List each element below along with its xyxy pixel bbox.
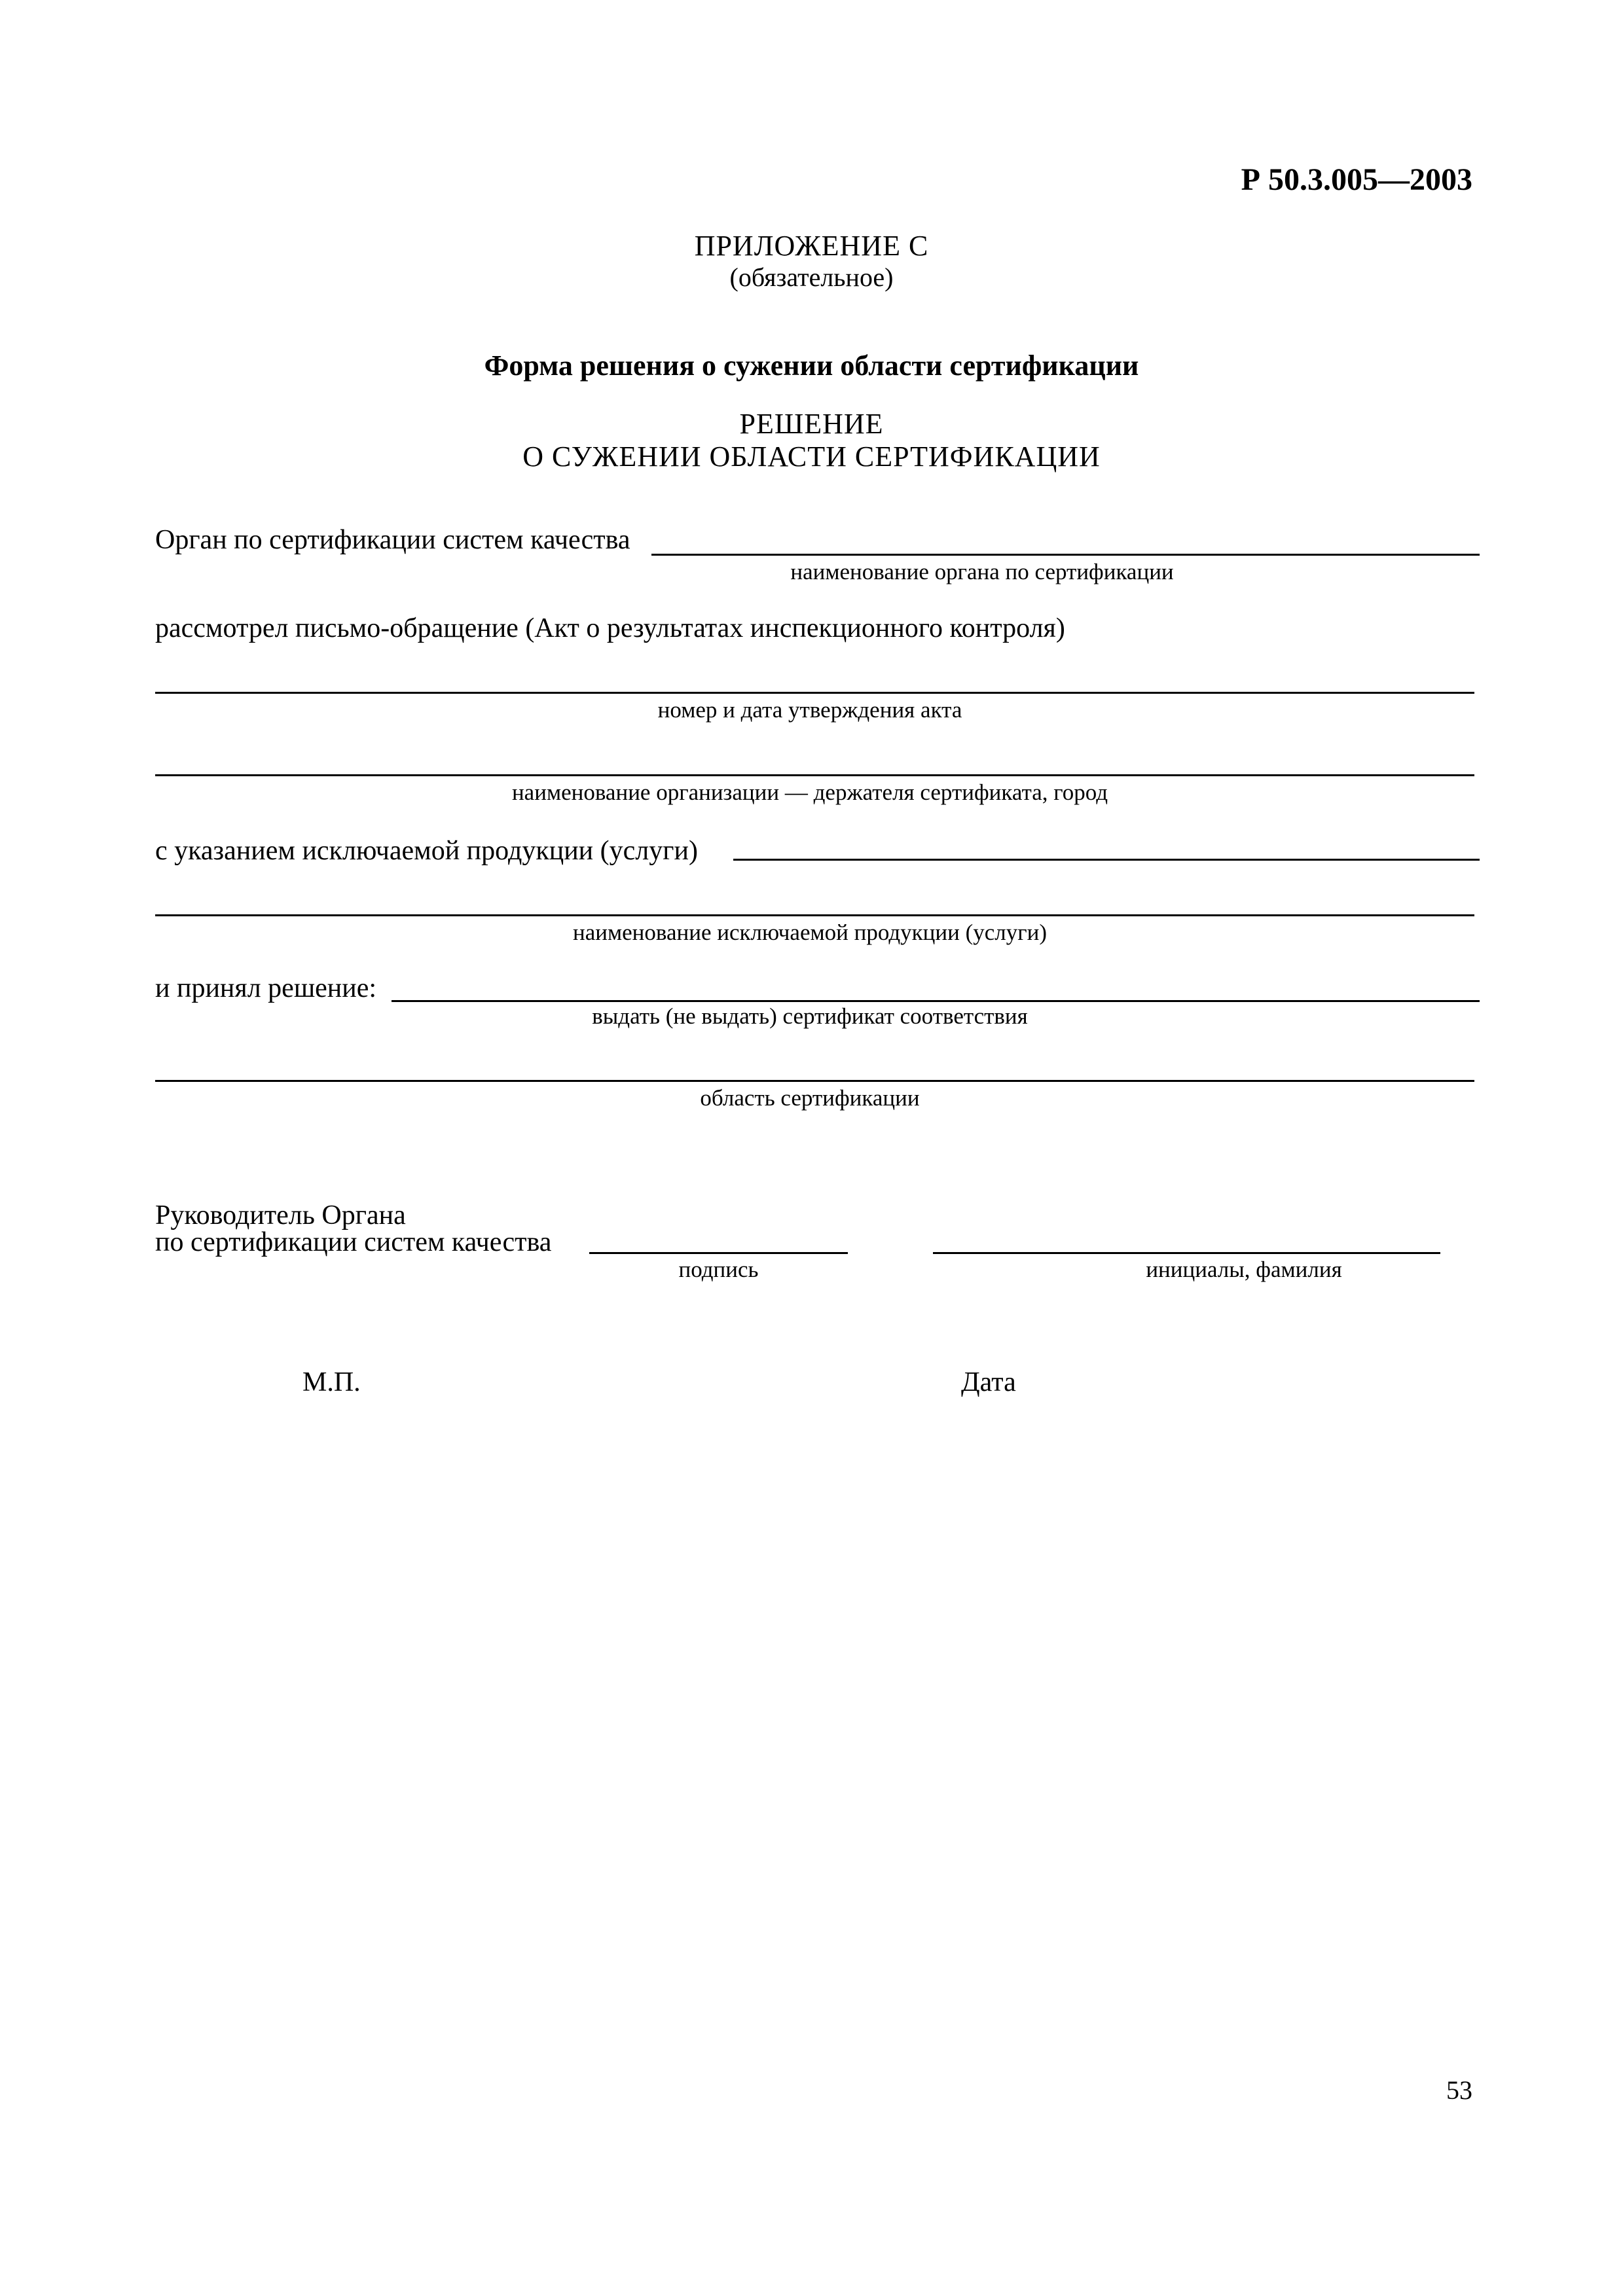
decision-title: РЕШЕНИЕ bbox=[739, 408, 884, 440]
reviewed-letter-text: рассмотрел письмо-обращение (Акт о результатах инспекционного контроля) bbox=[155, 613, 1065, 643]
certification-scope-caption: область сертификации bbox=[700, 1085, 920, 1111]
certificate-holder-caption: наименование организации — держателя сертификата, город bbox=[511, 780, 1108, 805]
decision-caption: выдать (не выдать) сертификат соответствия bbox=[592, 1003, 1028, 1029]
head-title-line1: Руководитель Органа bbox=[155, 1200, 406, 1230]
certification-scope-line[interactable] bbox=[155, 1080, 1474, 1082]
page-number: 53 bbox=[1446, 2075, 1472, 2105]
head-title-line2: по сертификации систем качества bbox=[155, 1227, 552, 1257]
decision-subtitle: О СУЖЕНИИ ОБЛАСТИ СЕРТИФИКАЦИИ bbox=[522, 440, 1101, 473]
decision-line[interactable] bbox=[392, 1000, 1480, 1002]
date-label: Дата bbox=[961, 1367, 1016, 1397]
name-caption: инициалы, фамилия bbox=[1146, 1257, 1342, 1282]
appendix-title: ПРИЛОЖЕНИЕ С bbox=[694, 230, 929, 262]
excluded-products-caption: наименование исключаемой продукции (услуги) bbox=[573, 920, 1047, 945]
signature-line[interactable] bbox=[589, 1252, 848, 1254]
certification-body-caption: наименование органа по сертификации bbox=[790, 559, 1174, 584]
stamp-label: М.П. bbox=[302, 1367, 361, 1397]
excluded-products-name-line[interactable] bbox=[155, 914, 1474, 916]
excluded-products-label: с указанием исключаемой продукции (услуги) bbox=[155, 836, 698, 866]
act-number-line[interactable] bbox=[155, 692, 1474, 694]
name-line[interactable] bbox=[933, 1252, 1440, 1254]
certification-body-label: Орган по сертификации систем качества bbox=[155, 525, 630, 555]
form-heading: Форма решения о сужении области сертификации bbox=[484, 350, 1139, 382]
appendix-status: (обязательное) bbox=[729, 262, 894, 292]
certificate-holder-line[interactable] bbox=[155, 774, 1474, 776]
signature-caption: подпись bbox=[678, 1257, 759, 1282]
excluded-products-line[interactable] bbox=[733, 859, 1480, 861]
act-number-caption: номер и дата утверждения акта bbox=[657, 697, 962, 723]
certification-body-line[interactable] bbox=[651, 554, 1480, 556]
decision-label: и принял решение: bbox=[155, 973, 377, 1003]
document-code: Р 50.3.005—2003 bbox=[1241, 162, 1472, 197]
